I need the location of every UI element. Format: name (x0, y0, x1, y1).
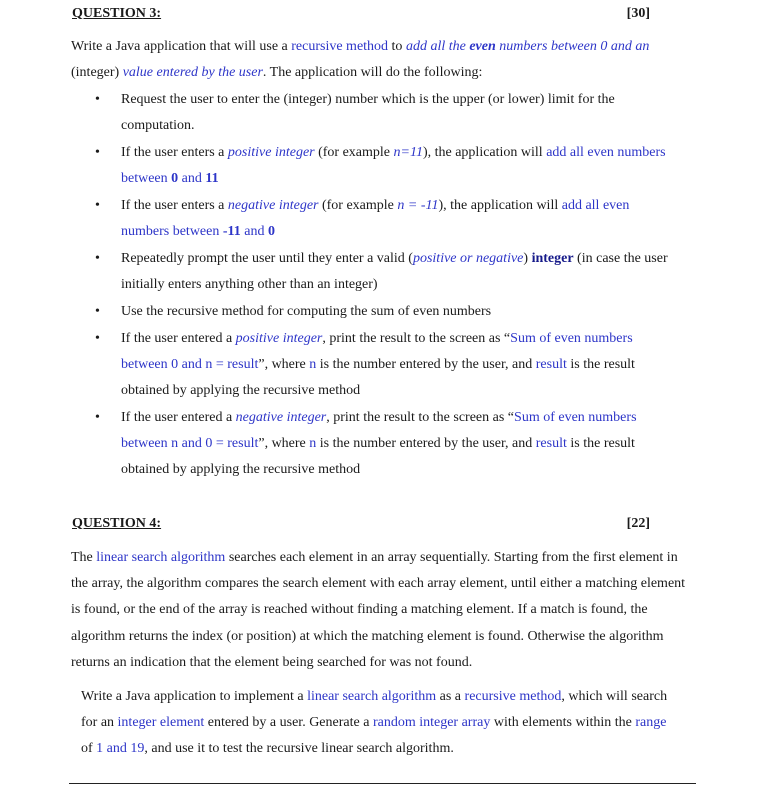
list-item: • Use the recursive method for computing the sum of even numbers (121, 299, 681, 325)
question-4-title: QUESTION 4: (72, 516, 162, 531)
list-item: • Repeatedly prompt the user until they enter a valid (positive or negative) integer (in case the user initially enters anything other than an integer) (121, 246, 681, 298)
question-3-heading (72, 6, 664, 22)
question-4-description: The linear search algorithm searches each element in an array sequentially. Starting from the first element in the array, the algorithm compares the search element with each array element, until either a matching element is found, or the end of the array is reached without finding a matching element. If a match is found, the algorithm returns the index (or position) at which the matching element is found. Otherwise the algorithm returns an indication that the element being searched for was not found. (71, 550, 686, 670)
even-word: even (469, 39, 496, 54)
list-item: • If the user enters a negative integer (for example n = -11), the application will add all even numbers between -11 and 0 (121, 193, 681, 245)
list-item: • If the user entered a positive integer, print the result to the screen as “Sum of even numbers between 0 and n = result”, where n is the number entered by the user, and result is the result obtained by applying the recursive method (121, 326, 681, 405)
question-4-marks: [22] (626, 516, 650, 531)
page-bottom-divider (69, 783, 696, 784)
question-3-intro: Write a Java application that will use a recursive method to add all the even numbers between 0 and an (integer) value entered by the user. The application will do the following: (71, 39, 650, 81)
list-item: • Request the user to enter the (integer) number which is the upper (or lower) limit for the computation. (121, 87, 681, 139)
question-3-title: QUESTION 3: (72, 6, 162, 21)
question-4-task: Write a Java application to implement a linear search algorithm as a recursive method, which will search for an integer element entered by a user. Generate a random integer array with elements within the range of 1 and 19, and use it to test the recursive linear search algorithm. (81, 689, 668, 757)
list-item: • If the user entered a negative integer, print the result to the screen as “Sum of even numbers between n and 0 = result”, where n is the number entered by the user, and result is the result obtained by applying the recursive method (121, 405, 681, 484)
recursive-method-phrase: recursive method (291, 39, 389, 54)
question-4-heading (72, 516, 664, 532)
question-3-marks: [30] (626, 6, 650, 21)
list-item: • If the user enters a positive integer (for example n=11), the application will add all even numbers between 0 and 11 (121, 140, 681, 192)
